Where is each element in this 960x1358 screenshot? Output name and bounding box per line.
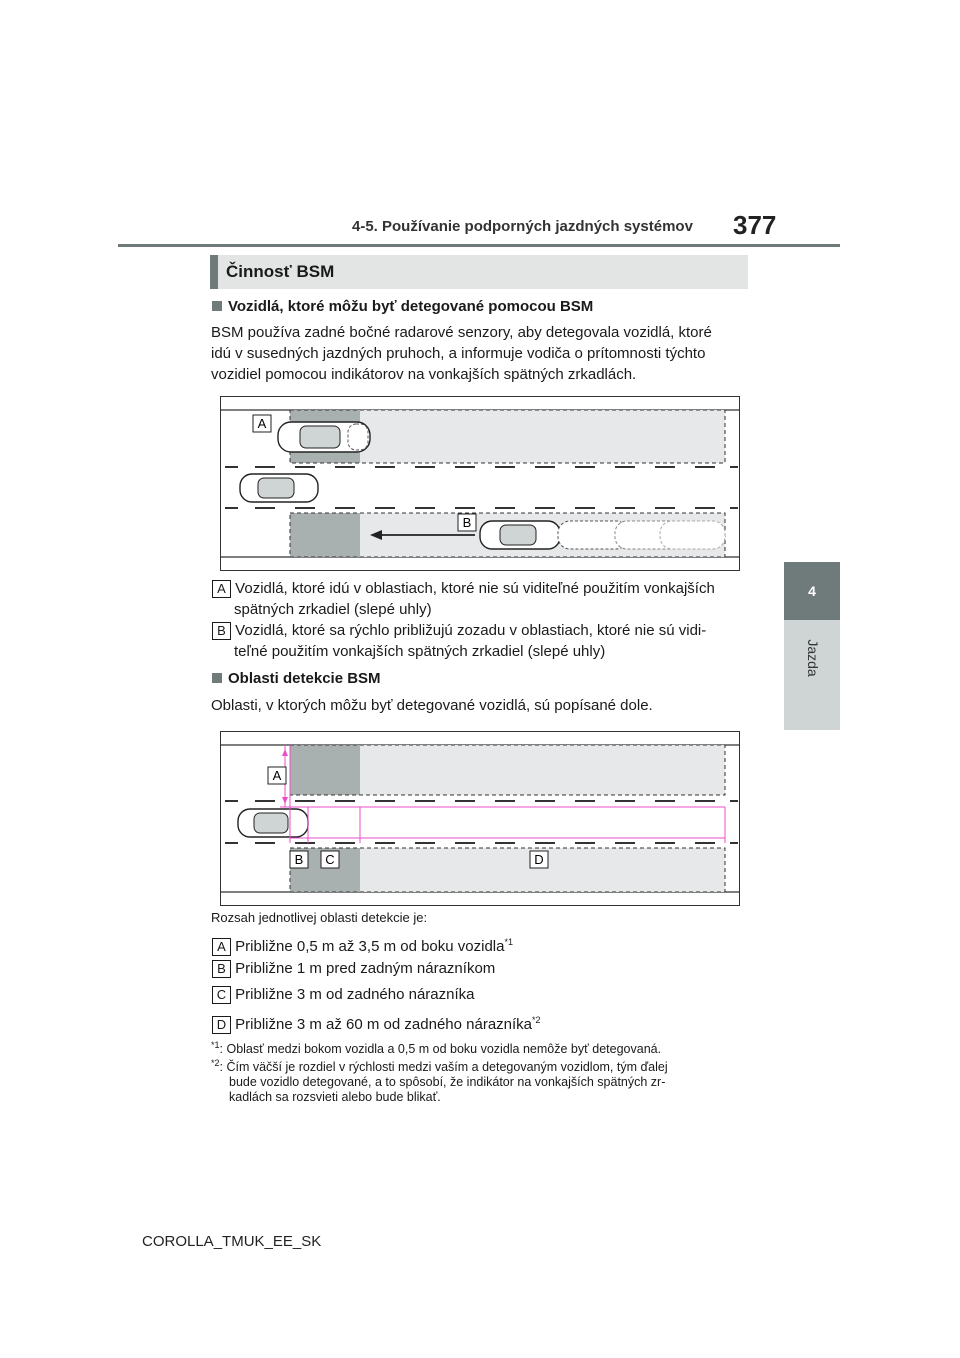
item-text: Vozidlá, ktoré idú v oblastiach, ktoré nie sú viditeľné použitím vonkajších xyxy=(235,580,715,597)
figure-label-c: C xyxy=(325,852,335,867)
item-label: A xyxy=(212,938,231,956)
section-title: Činnosť BSM xyxy=(226,262,335,281)
document-footer: COROLLA_TMUK_EE_SK xyxy=(142,1233,322,1250)
subheading-detection-areas xyxy=(212,670,381,687)
section-title-bar xyxy=(210,255,218,289)
item-text: Vozidlá, ktoré sa rýchlo približujú zozadu v oblastiach, ktoré nie sú vidi- xyxy=(235,622,707,639)
detection-range-figure xyxy=(220,731,740,906)
section-heading: 4-5. Používanie podporných jazdných systémov xyxy=(352,218,693,235)
footnote-text-continued: bude vozidlo detegované, a to spôsobí, že indikátor na vonkajších spätných zr- xyxy=(229,1075,666,1090)
paragraph-line: vozidiel pomocou indikátorov na vonkajších spätných zrkadlách. xyxy=(211,366,637,383)
approaching-car-icon xyxy=(480,521,725,549)
item-label: C xyxy=(212,986,231,1004)
footnote-ref[interactable]: *2 xyxy=(532,1015,541,1025)
item-label: A xyxy=(212,580,231,598)
own-car-icon xyxy=(240,474,318,502)
car-icon xyxy=(278,422,370,452)
item-text: Približne 3 m od zadného nárazníka xyxy=(235,986,475,1003)
list-item xyxy=(212,932,513,957)
bsm-detection-figure xyxy=(220,396,740,571)
item-text: Približne 1 m pred zadným nárazníkom xyxy=(235,960,496,977)
item-text-continued: spätných zrkadiel (slepé uhly) xyxy=(234,601,432,618)
footnote-text: Oblasť medzi bokom vozidla a 0,5 m od boku vozidla nemôže byť detegovaná. xyxy=(226,1042,662,1057)
item-text: Približne 0,5 m až 3,5 m od boku vozidla xyxy=(235,938,505,955)
footnote-text-continued: kadlách sa rozsvieti alebo bude blikať. xyxy=(229,1090,441,1105)
footnote-mark: *1 xyxy=(211,1040,220,1050)
square-bullet-icon xyxy=(212,673,222,683)
list-item xyxy=(212,578,752,620)
figure-label-a: A xyxy=(272,768,282,783)
subheading-text: Oblasti detekcie BSM xyxy=(228,670,381,687)
paragraph-line: idú v susedných jazdných pruhoch, a informuje vodiča o prítomnosti týchto xyxy=(211,345,706,362)
figure-label-d: D xyxy=(534,852,544,867)
list-item xyxy=(212,1010,541,1035)
figure-label-b: B xyxy=(294,852,304,867)
list-item xyxy=(212,984,474,1005)
subheading-detected-vehicles xyxy=(212,298,593,315)
footnote: $^{*2}$: Čím väčší je rozdiel v rýchlosti medzi vaším a detegovaným vozidlom, tým ďalej bude vozidlo detegované, a to spôsobí, že indikátor na vonkajších spätných zr- kadlách sa rozsvieti alebo bude blikať. xyxy=(211,1056,751,1105)
chapter-label: Jazda xyxy=(805,639,821,677)
blind-spot-zone-right xyxy=(290,513,360,557)
detection-areas-paragraph: Oblasti, v ktorých môžu byť detegované vozidlá, sú popísané dole. xyxy=(211,697,653,714)
footnote: $^{*1}$: Oblasť medzi bokom vozidla a 0,5 m od boku vozidla nemôže byť detegovaná. xyxy=(211,1040,662,1057)
detection-zone-left xyxy=(360,410,725,463)
footnote-mark: *2 xyxy=(211,1058,220,1068)
item-label: B xyxy=(212,960,231,978)
list-item xyxy=(212,620,752,662)
figure-label-b: B xyxy=(462,515,472,530)
item-label: B xyxy=(212,622,231,640)
footnote-ref[interactable]: *1 xyxy=(504,937,513,947)
list-item xyxy=(212,958,495,979)
subheading-text: Vozidlá, ktoré môžu byť detegované pomocou BSM xyxy=(228,298,594,315)
figure-label-a: A xyxy=(257,416,267,431)
item-text: Približne 3 m až 60 m od zadného nárazníka xyxy=(235,1016,533,1033)
item-text-continued: teľné použitím vonkajších spätných zrkadiel (slepé uhly) xyxy=(234,643,606,660)
own-car-icon xyxy=(238,809,308,837)
figure-caption: Rozsah jednotlivej oblasti detekcie je: xyxy=(211,910,428,925)
intro-paragraph xyxy=(211,322,751,385)
square-bullet-icon xyxy=(212,301,222,311)
chapter-tab[interactable]: 4 xyxy=(784,562,840,620)
page-number: 377 xyxy=(733,210,777,240)
item-label: D xyxy=(212,1016,231,1034)
header-divider xyxy=(118,244,840,247)
paragraph-line: BSM používa zadné bočné radarové senzory, aby detegovala vozidlá, ktoré xyxy=(211,324,712,341)
footnote-text: Čím väčší je rozdiel v rýchlosti medzi vaším a detegovaným vozidlom, tým ďalej xyxy=(226,1060,668,1075)
